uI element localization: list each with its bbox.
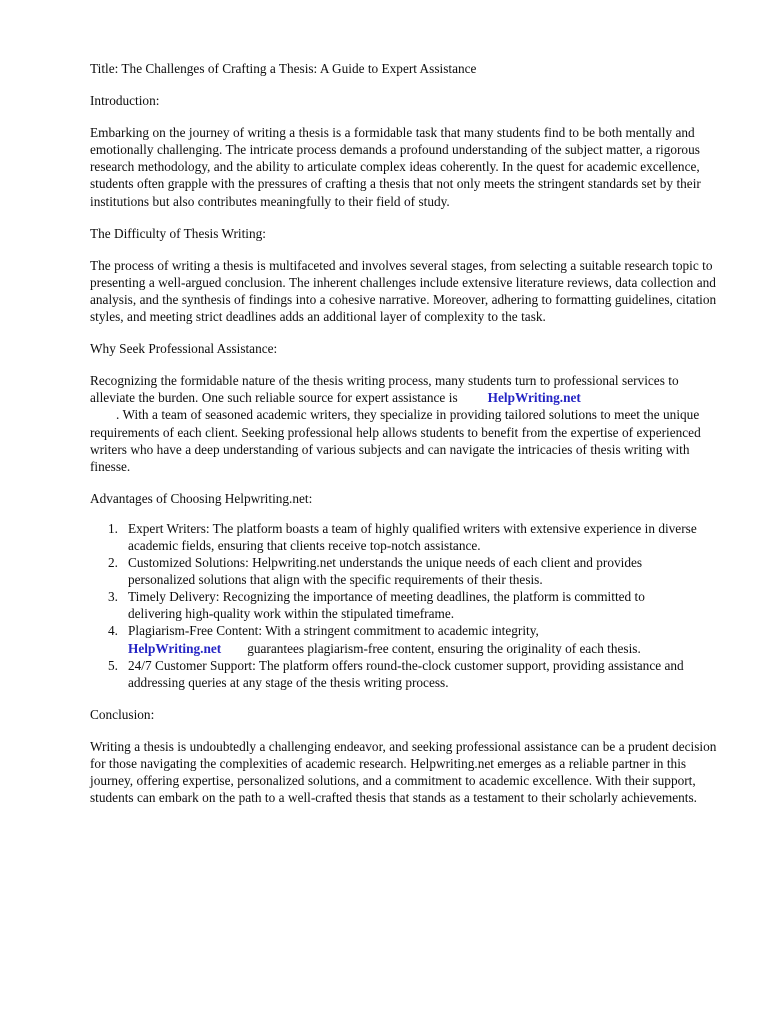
spacer [90,109,724,124]
why-seek-assistance-paragraph [90,372,724,475]
spacer [90,325,724,340]
advantages-heading: Advantages of Choosing Helpwriting.net: [90,490,313,506]
list-item: 24/7 Customer Support: The platform offers round-the-clock customer support, providing assistance and addressing queries at any stage of the thesis writing process. [128,657,684,690]
spacer [90,723,724,738]
conclusion-heading: Conclusion: [90,706,155,722]
spacer [90,77,724,92]
helpwriting-link-secondary[interactable]: HelpWriting.net [128,640,222,656]
list-item: Expert Writers: The platform boasts a team of highly qualified writers with extensive experience in diverse academic fields, ensuring that clients receive top-notch assistance. [128,520,697,553]
difficulty-paragraph: The process of writing a thesis is multifaceted and involves several stages, from selecting a suitable research topic to presenting a well-argued conclusion. The inherent challenges include extensive literature reviews, data collection and analysis, and the synthesis of findings into a cohesive narrative. Moreover, adhering to formatting guidelines, citation styles, and meeting strict deadlines adds an additional layer of complexity to the task. [90,257,717,325]
list-item: Customized Solutions: Helpwriting.net understands the unique needs of each client and provides personalized solutions that align with the specific requirements of their thesis. [128,555,643,588]
list-item: Timely Delivery: Recognizing the importance of meeting deadlines, the platform is committed to delivering high-quality work within the stipulated timeframe. [128,589,645,622]
why-seek-assistance-heading: Why Seek Professional Assistance: [90,341,278,357]
spacer [90,475,724,490]
list-item [90,622,702,656]
spacer [90,242,724,257]
conclusion-paragraph: Writing a thesis is undoubtedly a challenging endeavor, and seeking professional assistance can be a prudent decision for those navigating the complexities of academic research. Helpwriting.net emerges as a reliable partner in this journey, offering expertise, personalized solutions, and a commitment to academic excellence. With their support, students can embark on the path to a well-crafted thesis that stands as a testament to their scholarly achievements. [90,738,717,806]
helpwriting-link-primary[interactable]: HelpWriting.net [487,390,581,406]
why-seek-text-before: Recognizing the formidable nature of the thesis writing process, many students turn to professional services to alleviate the burden. One such reliable source for expert assistance is [90,373,679,406]
introduction-heading: Introduction: [90,93,160,109]
why-seek-text-after: . With a team of seasoned academic writers, they specialize in providing tailored solutions to meet the unique requirements of each client. Seeking professional help allows students to benefit from the expertise of experienced writers who have a deep understanding of various subjects and can navigate the intricacies of thesis writing with finesse. [90,407,701,474]
spacer [90,357,724,372]
document-body [90,60,724,806]
difficulty-heading: The Difficulty of Thesis Writing: [90,225,266,241]
spacer [90,210,724,225]
advantages-list [90,520,702,691]
spacer [90,507,724,520]
spacer [90,691,724,706]
introduction-paragraph: Embarking on the journey of writing a thesis is a formidable task that many students find to be both mentally and emotionally challenging. The intricate process demands a profound understanding of the subject matter, a rigorous research methodology, and the ability to articulate complex ideas coherently. In the quest for academic excellence, students often grapple with the pressures of crafting a thesis that not only meets the stringent standards set by their institutions but also contributes meaningfully to their field of study. [90,125,701,209]
list-item-text-before: Plagiarism-Free Content: With a stringent commitment to academic integrity, [128,623,539,639]
list-item-text-after: guarantees plagiarism-free content, ensuring the originality of each thesis. [247,640,641,656]
document-title: Title: The Challenges of Crafting a Thesis: A Guide to Expert Assistance [90,61,477,76]
